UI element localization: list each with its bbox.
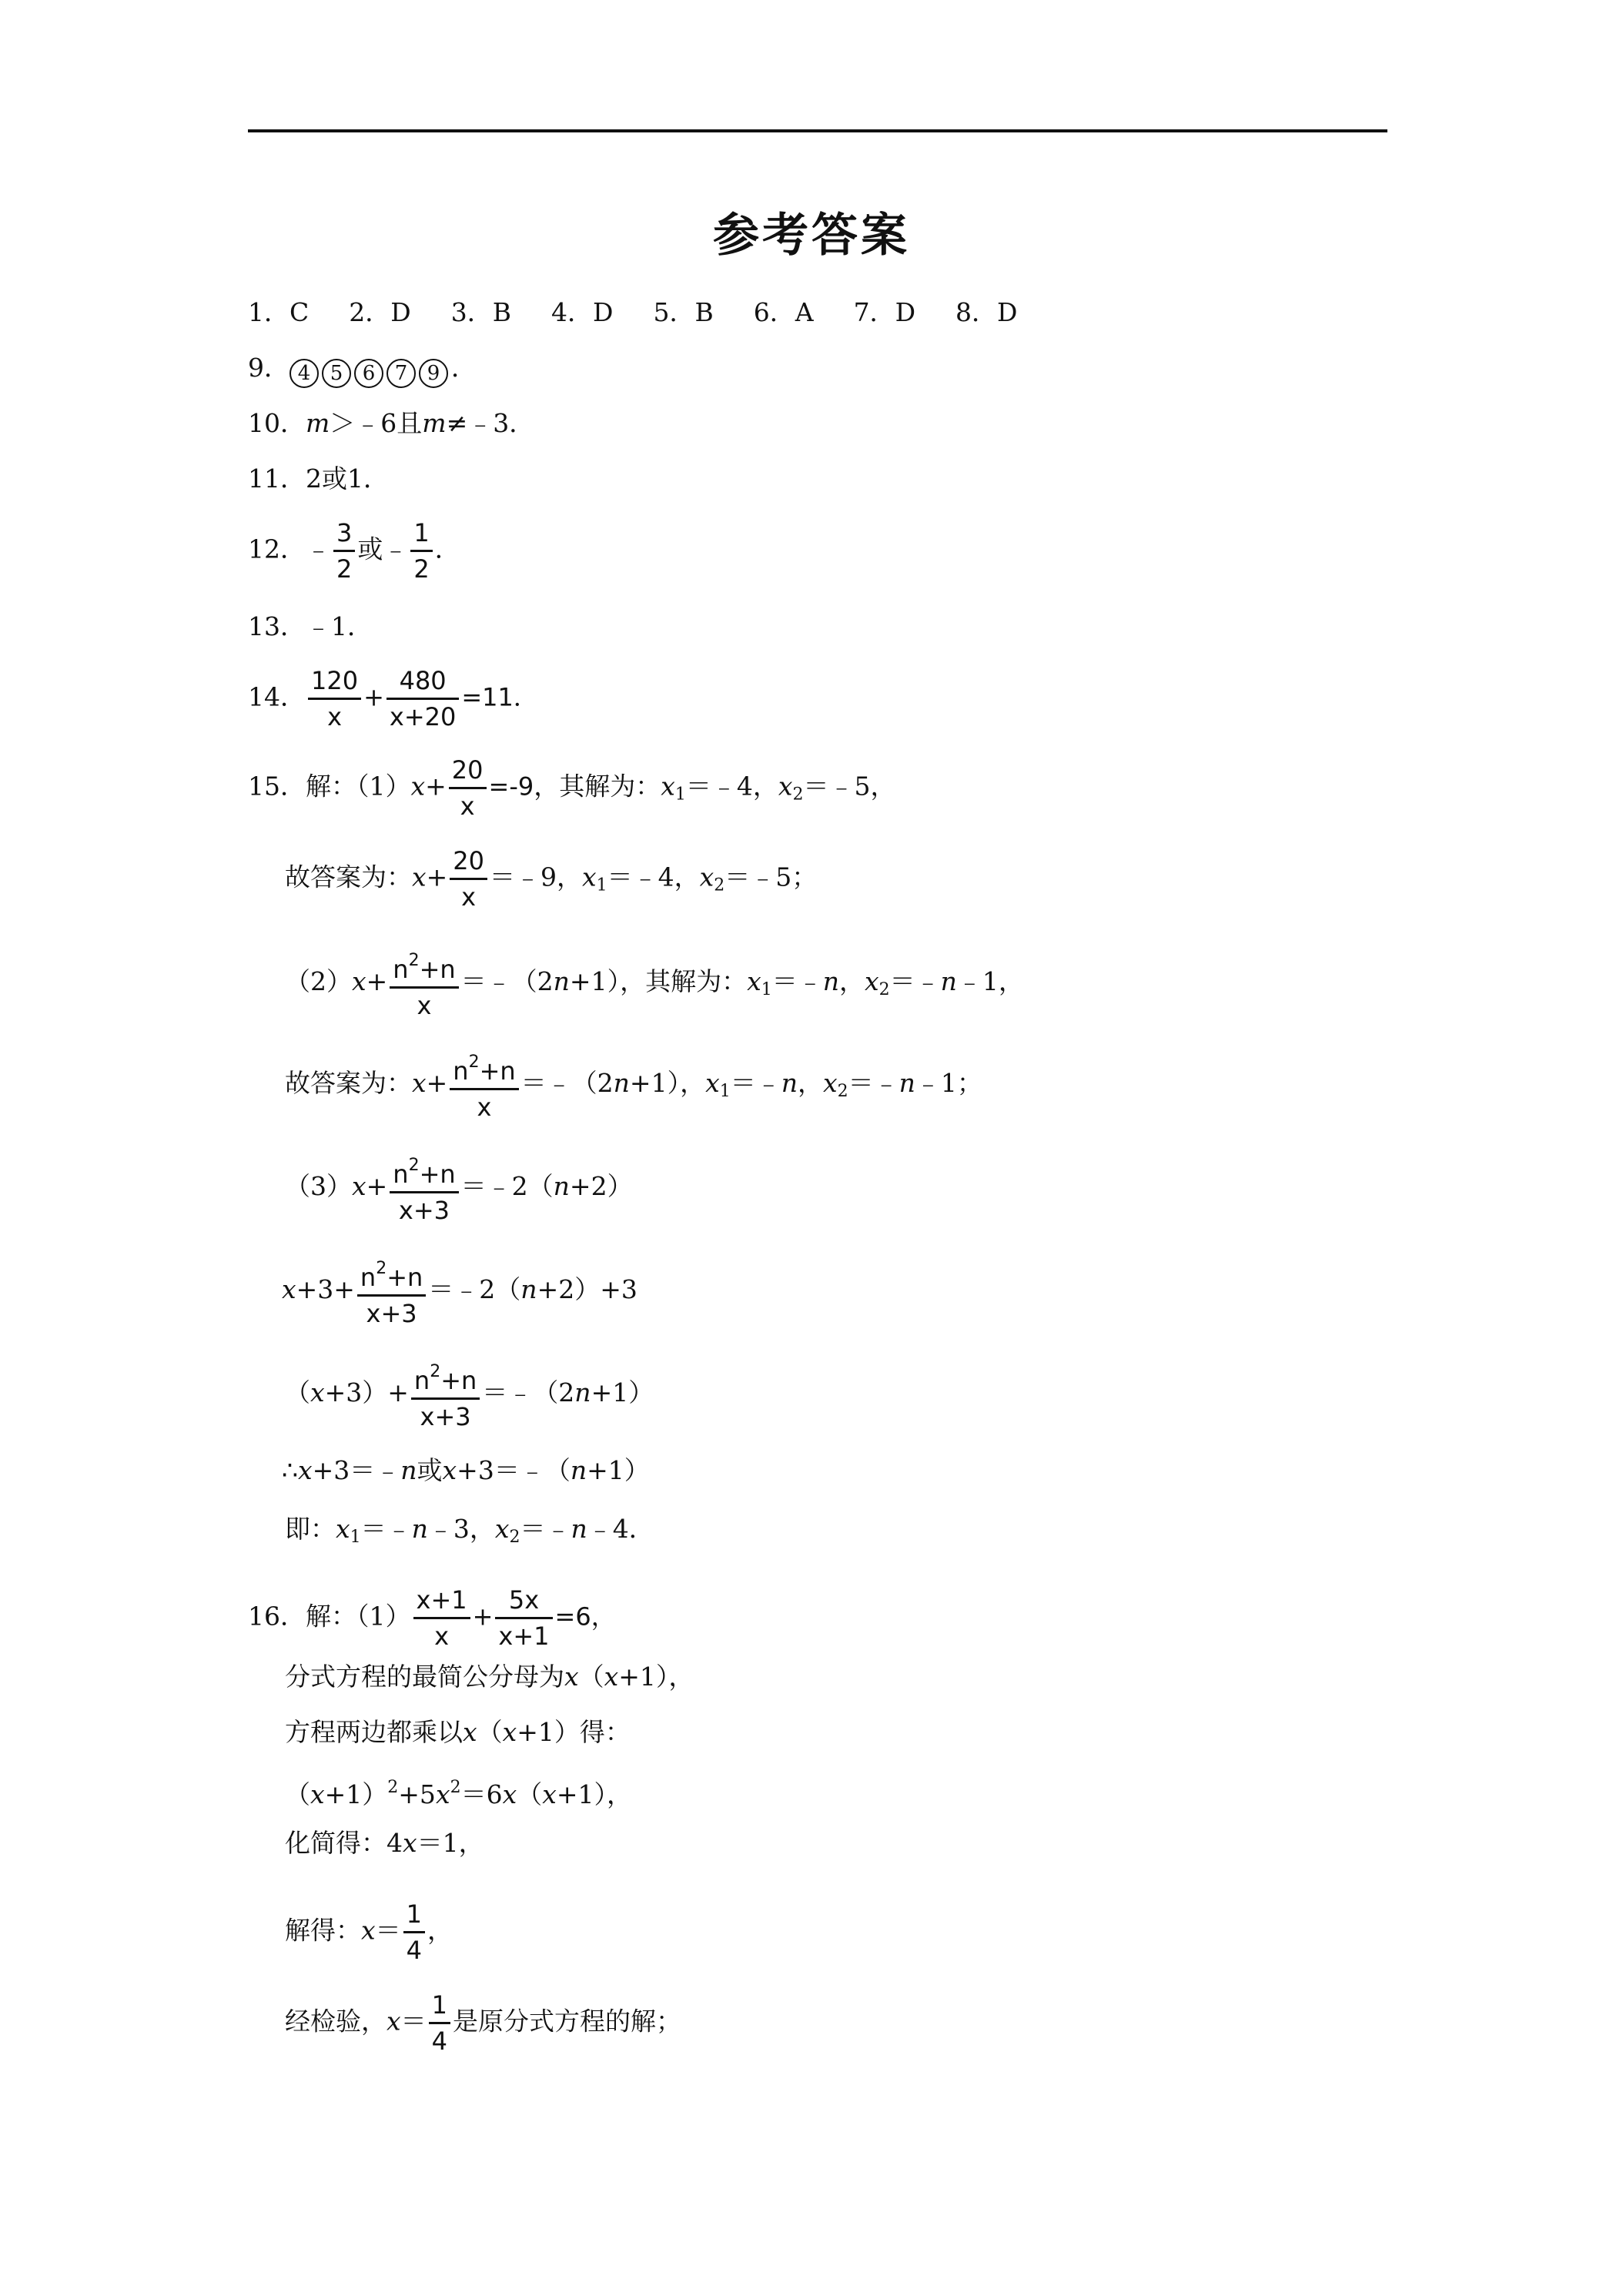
q15-line-5: （3）x+ $\frac{n^2+n}{x+3}$ ＝﹣2（n+2） [285, 1149, 633, 1227]
answer-14: 14． $\frac{120}{x}$ + $\frac{480}{x+20}$ =11． [248, 664, 538, 734]
fraction-1-2: $\frac{1}{2}$ [410, 516, 432, 586]
fraction-n2n-x: $\frac{n^2+n}{x}$ [390, 944, 458, 1022]
fraction-n2n-x: $\frac{n^2+n}{x}$ [450, 1046, 518, 1124]
mc-answers-line [248, 296, 1018, 330]
circled-number-9: 9 [419, 359, 448, 388]
q16-line-1: 16．解：（1） $\frac{x+1}{x}$ + $\frac{5x}{x+1}$ =6， [248, 1583, 616, 1653]
mc-answer-6: 6．A [753, 297, 814, 327]
fraction-n2n-x3: $\frac{n^2+n}{x+3}$ [390, 1149, 458, 1227]
q15-line-2: 故答案为：x+ $\frac{20}{x}$ ＝﹣9，$x_1=﹣4$，$x_2=﹣5$； [285, 844, 817, 914]
fraction-x1-x: $\frac{x+1}{x}$ [413, 1583, 470, 1653]
q16-line-6: 解得：x＝ $\frac{1}{4}$ ， [285, 1897, 453, 1967]
mc-answer-3: 3．B [450, 297, 511, 327]
q15-line-6: x+3+ $\frac{n^2+n}{x+3}$ ＝﹣2（n+2）+3 [282, 1252, 637, 1330]
mc-answer-4: 4．D [550, 297, 614, 327]
q15-line-4: 故答案为：x+ $\frac{n^2+n}{x}$ ＝﹣（2n+1），$x_1=﹣n$，$x_2=﹣n﹣1$； [285, 1046, 982, 1124]
fraction-n2n-x3: $\frac{n^2+n}{x+3}$ [411, 1355, 480, 1434]
mc-answer-5: 5．B [653, 297, 714, 327]
mc-answer-8: 8．D [955, 297, 1018, 327]
fraction-20-x: $\frac{20}{x}$ [450, 844, 487, 914]
q16-line-2: 分式方程的最简公分母为x（x+1）， [285, 1662, 694, 1692]
answer-10: 10．m＞﹣6且m≠﹣3． [248, 408, 535, 438]
q16-line-7: 经检验，x＝ $\frac{1}{4}$ 是原分式方程的解； [285, 1988, 681, 2058]
q16-line-3: 方程两边都乘以x（x+1）得： [285, 1717, 631, 1747]
fraction-3-2: $\frac{3}{2}$ [333, 516, 355, 586]
mc-answer-1: 1．C [248, 297, 310, 327]
fraction-120-x: $\frac{120}{x}$ [308, 664, 361, 734]
circled-number-5: 5 [322, 359, 351, 388]
q16-line-5: 化简得：4x＝1， [285, 1828, 484, 1858]
q15-line-1: 15．解：（1）x+ $\frac{20}{x}$ =-9，其解为：$x_1=﹣4$，$x_2=﹣5$， [248, 753, 895, 823]
header-rule [248, 129, 1387, 132]
answer-13: 13．﹣1． [248, 611, 373, 641]
mc-answer-2: 2．D [349, 297, 411, 327]
q15-line-7: （x+3）+ $\frac{n^2+n}{x+3}$ ＝﹣（2n+1） [285, 1355, 654, 1434]
q15-line-3: （2）x+ $\frac{n^2+n}{x}$ ＝﹣（2n+1），其解为：$x_1=﹣n$，$x_2=﹣n﹣1$， [285, 944, 1024, 1022]
answer-12: 12．﹣ $\frac{3}{2}$ 或﹣ $\frac{1}{2}$ ． [248, 516, 460, 586]
fraction-1-4: $\frac{1}{4}$ [429, 1988, 450, 2058]
answer-9: 9． 4 5 6 7 9 ． [248, 351, 477, 388]
page-title: 参考答案 [713, 209, 910, 263]
q15-line-8: ∴x+3＝﹣n或x+3＝﹣（n+1） [282, 1455, 650, 1485]
fraction-1-4: $\frac{1}{4}$ [403, 1897, 425, 1967]
circled-number-4: 4 [289, 359, 319, 388]
fraction-5x-x1: $\frac{5x}{x+1}$ [495, 1583, 552, 1653]
q16-line-4: $(x+1)^2+5x^2=6x(x+1)$， [285, 1778, 632, 1809]
fraction-480-x20: $\frac{480}{x+20}$ [387, 664, 459, 734]
circled-number-7: 7 [387, 359, 416, 388]
circled-number-6: 6 [354, 359, 383, 388]
fraction-20-x: $\frac{20}{x}$ [449, 753, 487, 823]
q15-line-9: 即：$x_1=﹣n﹣3$，$x_2=﹣n﹣4$． [285, 1514, 654, 1547]
mc-answer-7: 7．D [853, 297, 916, 327]
answer-11: 11．2或1． [248, 464, 389, 494]
fraction-n2n-x3: $\frac{n^2+n}{x+3}$ [357, 1252, 426, 1330]
